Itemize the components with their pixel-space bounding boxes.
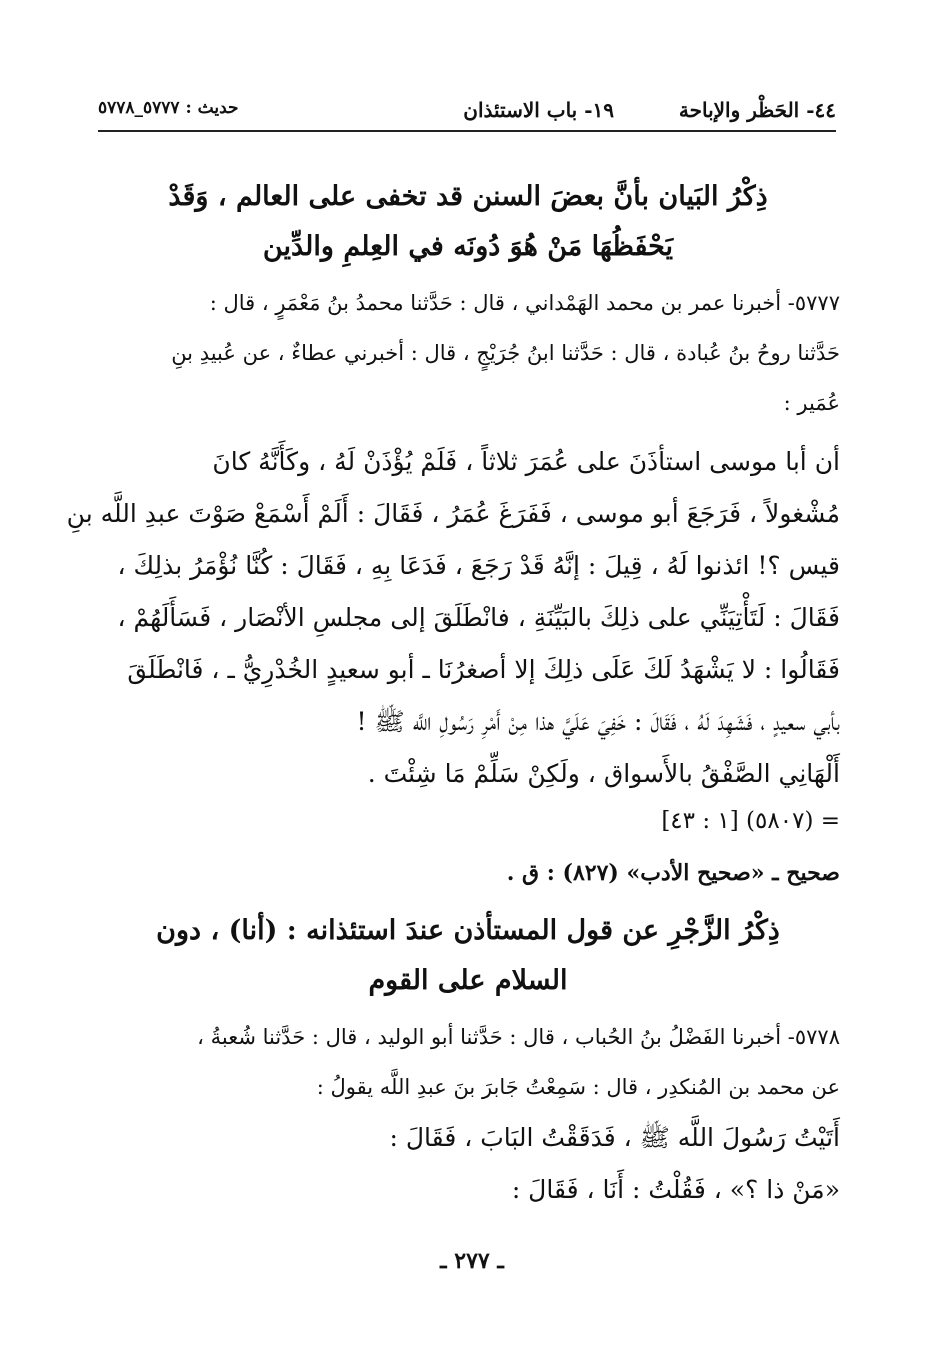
- heading-line: ذِكْرُ البَيان بأنَّ بعضَ السنن قد تخفى على العالم ، وَقَدْ: [168, 181, 768, 212]
- matn-line: أَتَيْتُ رَسُولَ اللَّه ﷺ ، فَدَقَقْتُ البَابَ ، فَقَالَ :: [389, 1123, 840, 1152]
- page-number: ـ ٢٧٧ ـ: [440, 1248, 504, 1274]
- chapter-title: ١٩- باب الاستئذان: [463, 98, 614, 122]
- matn-line: فَقَالُوا : لا يَشْهَدُ لَكَ عَلَى ذلِكَ إلا أصغرُنَا ـ أبو سعيدٍ الخُدْرِيُّ ـ ، فَانْطَلَقَ: [127, 655, 840, 684]
- heading-line: السلام على القوم: [368, 965, 568, 996]
- isnad-line: عُمَير :: [783, 391, 840, 415]
- matn-5778: [96, 1112, 840, 1216]
- cross-reference: = (٥٨٠٧) [١ : ٤٣]: [661, 808, 840, 834]
- matn-line: بأبي سعيدٍ ، فَشَهِدَ لَهُ ، فَقَالَ : خَفِيَ عَلَيَّ هذا مِنْ أَمْرِ رَسُولِ اللَّه ﷺ !: [356, 707, 840, 736]
- matn-line: مُشْغولاً ، فَرَجَعَ أبو موسى ، فَفَرَغَ عُمَرُ ، فَقَالَ : أَلَمْ أَسْمَعْ صَوْتَ عبدِ اللَّه بنِ: [66, 499, 840, 528]
- grading-note: صحيح ـ «صحيح الأدب» (٨٢٧) : ق .: [506, 860, 840, 886]
- matn-line: قيس ؟! ائذنوا لَهُ ، قِيلَ : إنَّهُ قَدْ رَجَعَ ، فَدَعَا بِهِ ، فَقَالَ : كُنَّا نُؤْمَرُ بذلِكَ ،: [117, 551, 840, 580]
- isnad-5778: [96, 1012, 840, 1112]
- isnad-line: عن محمد بن المُنكدِر ، قال : سَمِعْتُ جَابرَ بنَ عبدِ اللَّه يقولُ :: [316, 1075, 840, 1099]
- matn-line: أن أبا موسى استأذَنَ على عُمَرَ ثلاثاً ، فَلَمْ يُؤْذَنْ لَهُ ، وكَأَنَّهُ كانَ: [212, 447, 840, 476]
- matn-5777: [66, 436, 840, 800]
- heading-line: ذِكْرُ الزَّجْرِ عن قول المستأذن عندَ استئذانه : (أنا) ، دون: [156, 915, 780, 946]
- matn-line: «مَنْ ذا ؟» ، فَقُلْتُ : أَنَا ، فَقَالَ :: [511, 1175, 840, 1204]
- section-heading-2: [90, 906, 846, 1006]
- running-header: [98, 96, 836, 132]
- isnad-line: ٥٧٧٧- أخبرنا عمر بن محمد الهَمْداني ، قال : حَدَّثنا محمدُ بنُ مَعْمَرٍ ، قال :: [209, 291, 840, 315]
- matn-line: أَلْهَانِي الصَّفْقُ بالأَسواق ، ولَكِنْ سَلِّمْ مَا شِئْتَ .: [367, 759, 840, 788]
- hadith-range: حديث : ٥٧٧٧_٥٧٧٨: [98, 98, 239, 118]
- section-heading-1: [90, 172, 846, 272]
- matn-line: فَقَالَ : لَتَأْتِيَنِّي على ذلِكَ بالبَيِّنَةِ ، فانْطَلَقَ إلى مجلسِ الأنْصَار ، فَسَأَلَهُمْ ،: [117, 603, 840, 632]
- book-title: ٤٤- الحَظْر والإباحة: [678, 98, 836, 122]
- isnad-5777: [96, 278, 840, 428]
- heading-line: يَحْفَظُهَا مَنْ هُوَ دُونَه في العِلمِ والدِّين: [262, 231, 674, 262]
- isnad-line: ٥٧٧٨- أخبرنا الفَضْلُ بنُ الحُباب ، قال : حَدَّثنا أبو الوليد ، قال : حَدَّثنا شُعبةُ ،: [197, 1025, 840, 1049]
- isnad-line: حَدَّثنا روحُ بنُ عُبادة ، قال : حَدَّثنا ابنُ جُرَيْجٍ ، قال : أخبرني عطاءٌ ، عن عُبيدِ بنِ: [171, 341, 840, 365]
